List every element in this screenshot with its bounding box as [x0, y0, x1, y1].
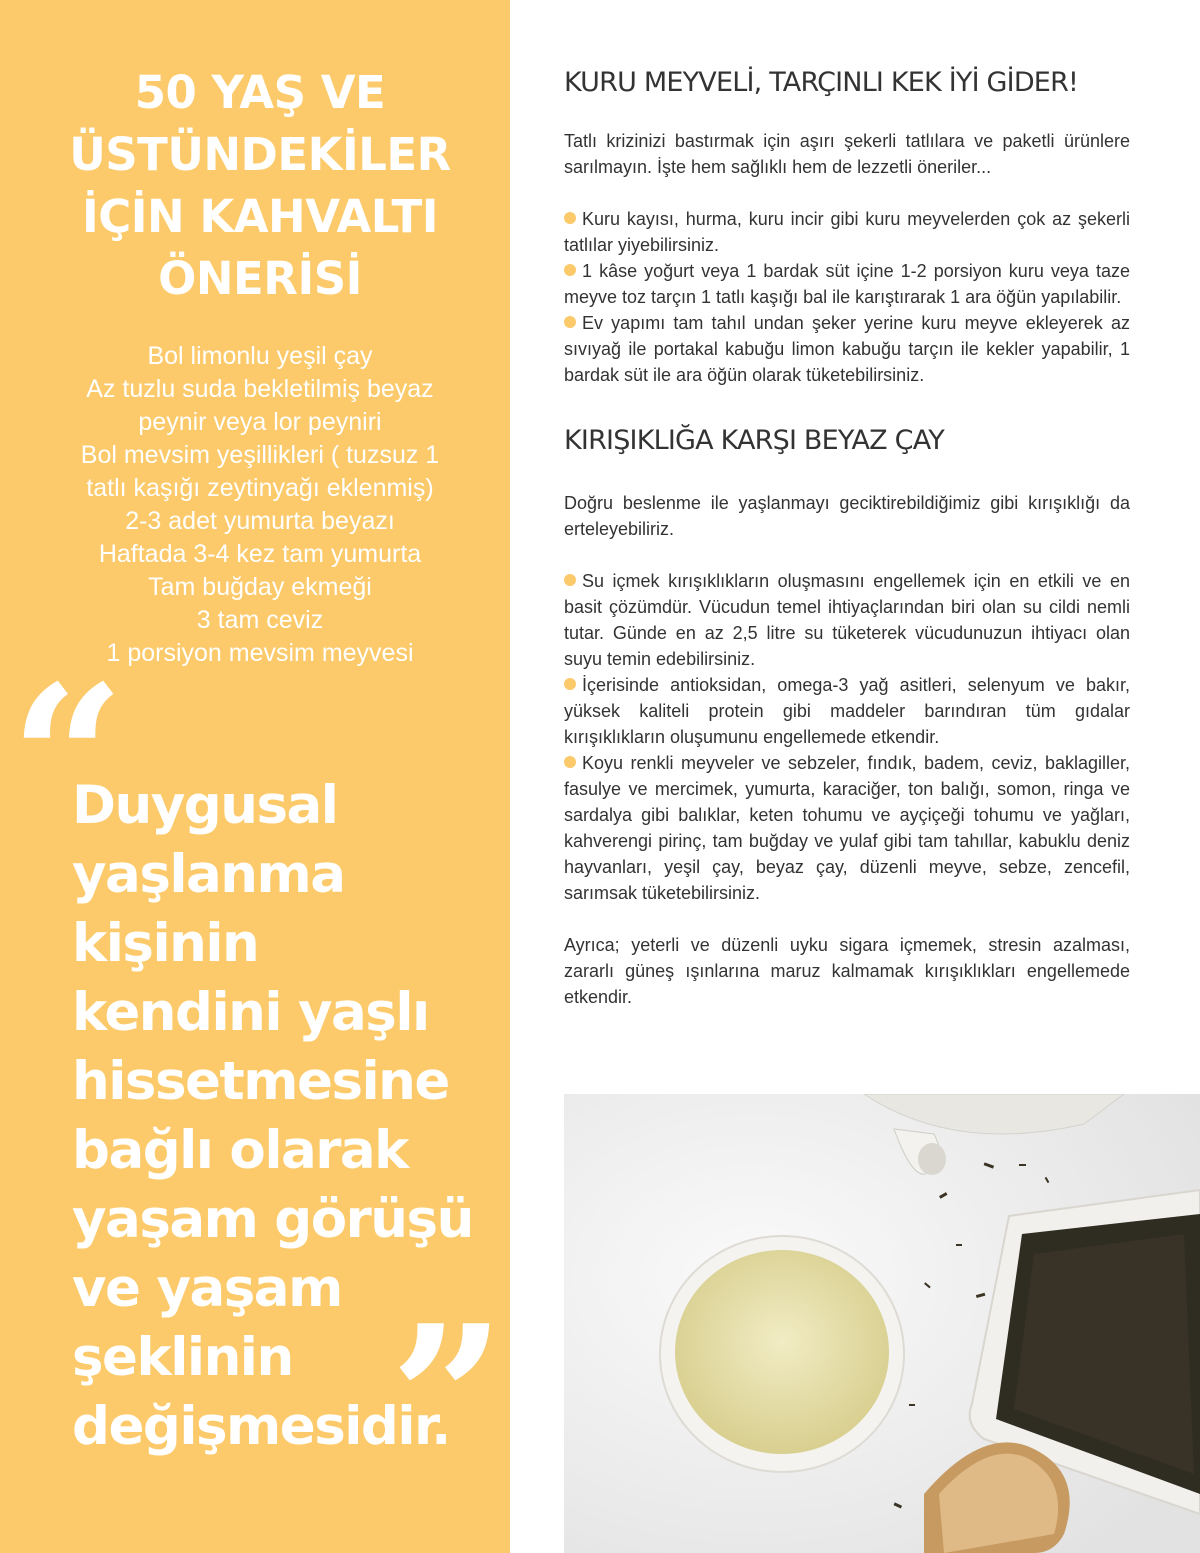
- title-line: 50 YAŞ VE: [134, 66, 386, 119]
- bullet-dot-icon: [564, 574, 576, 586]
- quote-line: yaşlanma: [72, 844, 345, 905]
- menu-item: 3 tam ceviz: [196, 606, 324, 634]
- bullet-text: Koyu renkli meyveler ve sebzeler, fındık, badem, ceviz, baklagiller, fasulye ve mercimek, yumurta, karaciğer, ton balığı, somon, ringa ve sardalya gibi balıklar, keten tohumu ve ayçiçeği tohumu ve yağları, kahverengi pirinç, tam buğday ve yulaf gibi tam tahıllar, kabuklu deniz hayvanları, yeşil çay, beyaz çay, düzenli meyve, sebze, zencefil, sarımsak tüketebilirsiniz.: [564, 753, 1130, 903]
- bullet-text: 1 kâse yoğurt veya 1 bardak süt içine 1-2 porsiyon kuru veya taze meyve toz tarçın 1 tatlı kaşığı bal ile karıştırarak 1 ara öğün yapılabilir.: [564, 261, 1130, 307]
- quote-line: ve yaşam: [72, 1258, 342, 1319]
- list-item: [564, 258, 1130, 310]
- white-tea-photo: [564, 1094, 1200, 1553]
- quote-line: şeklinin: [72, 1327, 293, 1388]
- quote-line: kendini yaşlı: [72, 982, 429, 1043]
- list-item: [564, 310, 1130, 388]
- section-heading-dried-fruit: KURU MEYVELİ, TARÇINLI KEK İYİ GİDER!: [564, 67, 1079, 98]
- article-body: [564, 64, 1130, 1010]
- title-line: ÖNERİSİ: [158, 252, 362, 305]
- list-item: [564, 568, 1130, 672]
- bullet-dot-icon: [564, 316, 576, 328]
- menu-item: 1 porsiyon mevsim meyvesi: [106, 639, 414, 667]
- quote-line: değişmesidir.: [72, 1396, 450, 1457]
- bullet-dot-icon: [564, 678, 576, 690]
- tea-illustration: [564, 1094, 1200, 1553]
- section-intro: Doğru beslenme ile yaşlanmayı geciktirebildiğimiz gibi kırışıklığı da erteleyebiliriz.: [564, 493, 1130, 539]
- bullet-text: Su içmek kırışıklıkların oluşmasını engellemek için en etkili ve en basit çözümdür. Vücudun temel ihtiyaçlarından biri olan su cildi nemli tutar. Günde en az 2,5 litre su tüketerek vücudunuzun ihtiyacı olan suyu temin edebilirsiniz.: [564, 571, 1130, 669]
- bullet-text: Kuru kayısı, hurma, kuru incir gibi kuru meyvelerden çok az şekerli tatlılar yiyebilirsiniz.: [564, 209, 1130, 255]
- list-item: [564, 206, 1130, 258]
- menu-item: Az tuzlu suda bekletilmiş beyaz: [86, 375, 434, 403]
- menu-item: Haftada 3-4 kez tam yumurta: [98, 540, 422, 568]
- sidebar-panel: [0, 0, 510, 1553]
- menu-item: 2-3 adet yumurta beyazı: [125, 507, 395, 535]
- list-item: [564, 750, 1130, 906]
- bullet-dot-icon: [564, 756, 576, 768]
- menu-item: tatlı kaşığı zeytinyağı eklenmiş): [86, 474, 434, 502]
- quote-line: kişinin: [72, 913, 259, 974]
- breakfast-title: [20, 62, 500, 310]
- bullet-dot-icon: [564, 264, 576, 276]
- list-item: [564, 672, 1130, 750]
- quote-line: Duygusal: [72, 775, 338, 836]
- section-heading-white-tea: KIRIŞIKLIĞA KARŞI BEYAZ ÇAY: [564, 425, 944, 456]
- menu-item: peynir veya lor peyniri: [138, 408, 382, 436]
- menu-item: Bol limonlu yeşil çay: [147, 342, 373, 370]
- dried-fruit-bullets: [564, 206, 1130, 388]
- quote-line: hissetmesine: [72, 1051, 449, 1112]
- close-quote-icon: ”: [390, 1282, 506, 1517]
- bullet-text: İçerisinde antioksidan, omega-3 yağ asitleri, selenyum ve bakır, yüksek kaliteli protein gibi maddeler barındıran tüm gıdalar kırışıklıkların oluşumunu engellemede etkendir.: [564, 675, 1130, 747]
- open-quote-icon: “: [10, 642, 126, 877]
- menu-item: Tam buğday ekmeği: [148, 573, 372, 601]
- section-intro: Tatlı krizinizi bastırmak için aşırı şekerli tatlılara ve paketli ürünlere sarılmayın. İşte hem sağlıklı hem de lezzetli öneriler...: [564, 131, 1130, 177]
- wrinkle-bullets: [564, 568, 1130, 906]
- bullet-dot-icon: [564, 212, 576, 224]
- bullet-text: Ev yapımı tam tahıl undan şeker yerine kuru meyve ekleyerek az sıvıyağ ile portakal kabuğu limon kabuğu tarçın ile kekler yapabilir, 1 bardak süt ile ara öğün olarak tüketebilirsiniz.: [564, 313, 1130, 385]
- closing-paragraph: Ayrıca; yeterli ve düzenli uyku sigara içmemek, stresin azalması, zararlı güneş ışınlarına maruz kalmamak kırışıklıkları engellemede etkendir.: [564, 935, 1130, 1007]
- title-line: İÇİN KAHVALTI: [82, 190, 438, 243]
- quote-line: bağlı olarak: [72, 1120, 408, 1181]
- title-line: ÜSTÜNDEKİLER: [69, 128, 451, 181]
- quote-line: yaşam görüşü: [72, 1189, 473, 1250]
- menu-item: Bol mevsim yeşillikleri ( tuzsuz 1: [80, 441, 440, 469]
- breakfast-menu-list: [20, 340, 500, 670]
